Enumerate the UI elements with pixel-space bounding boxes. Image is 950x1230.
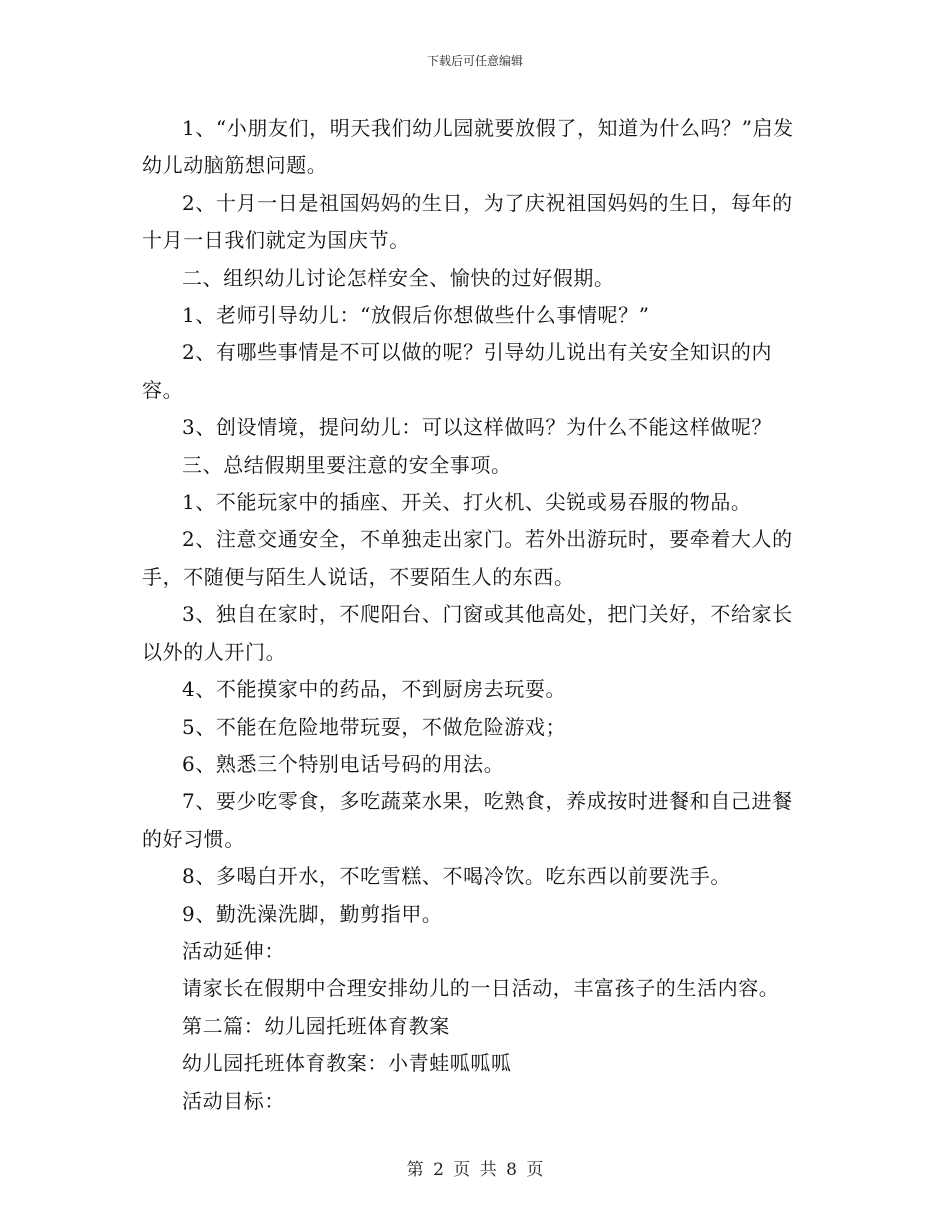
paragraph: 4、不能摸家中的药品，不到厨房去玩耍。 [182,677,567,702]
paragraph: 请家长在假期中合理安排幼儿的一日活动，丰富孩子的生活内容。 [182,976,780,1001]
paragraph: 3、创设情境，提问幼儿：可以这样做吗？为什么不能这样做呢？ [182,415,773,440]
article-title: 第二篇：幼儿园托班体育教案 [182,1013,450,1038]
paragraph: 8、多喝白开水，不吃雪糕、不喝冷饮。吃东西以前要洗手。 [182,864,731,889]
paragraph: 3、独自在家时，不爬阳台、门窗或其他高处，把门关好，不给家长以外的人开门。 [142,602,793,664]
paragraph: 7、要少吃零食，多吃蔬菜水果，吃熟食，养成按时进餐和自己进餐的好习惯。 [142,789,793,851]
paragraph: 6、熟悉三个特别电话号码的用法。 [182,751,505,776]
paragraph: 2、有哪些事情是不可以做的呢？引导幼儿说出有关安全知识的内容。 [142,340,773,402]
section-heading: 活动目标： [182,1088,285,1113]
paragraph: 2、注意交通安全，不单独走出家门。若外出游玩时，要牵着大人的手，不随便与陌生人说话，不要陌生人的东西。 [142,527,793,589]
section-heading: 活动延伸： [182,938,285,963]
page-footer: 第 2 页 共 8 页 [406,1160,544,1180]
paragraph: 5、不能在危险地带玩耍，不做危险游戏； [182,714,567,739]
paragraph: 2、十月一日是祖国妈妈的生日，为了庆祝祖国妈妈的生日，每年的十月一日我们就定为国庆节。 [142,190,793,253]
paragraph: 1、老师引导幼儿：“放假后你想做些什么事情呢？” [182,303,650,328]
section-heading: 二、组织幼儿讨论怎样安全、愉快的过好假期。 [182,265,615,290]
paragraph: 1、“小朋友们，明天我们幼儿园就要放假了，知道为什么吗？”启发幼儿动脑筋想问题。 [142,116,794,178]
document-body [142,110,810,1120]
section-heading: 三、总结假期里要注意的安全事项。 [182,452,512,477]
paragraph: 1、不能玩家中的插座、开关、打火机、尖锐或易吞服的物品。 [182,490,752,515]
article-subtitle: 幼儿园托班体育教案：小青蛙呱呱呱 [182,1051,512,1076]
paragraph: 9、勤洗澡洗脚，勤剪指甲。 [182,901,443,926]
page-header: 下载后可任意编辑 [426,54,523,68]
